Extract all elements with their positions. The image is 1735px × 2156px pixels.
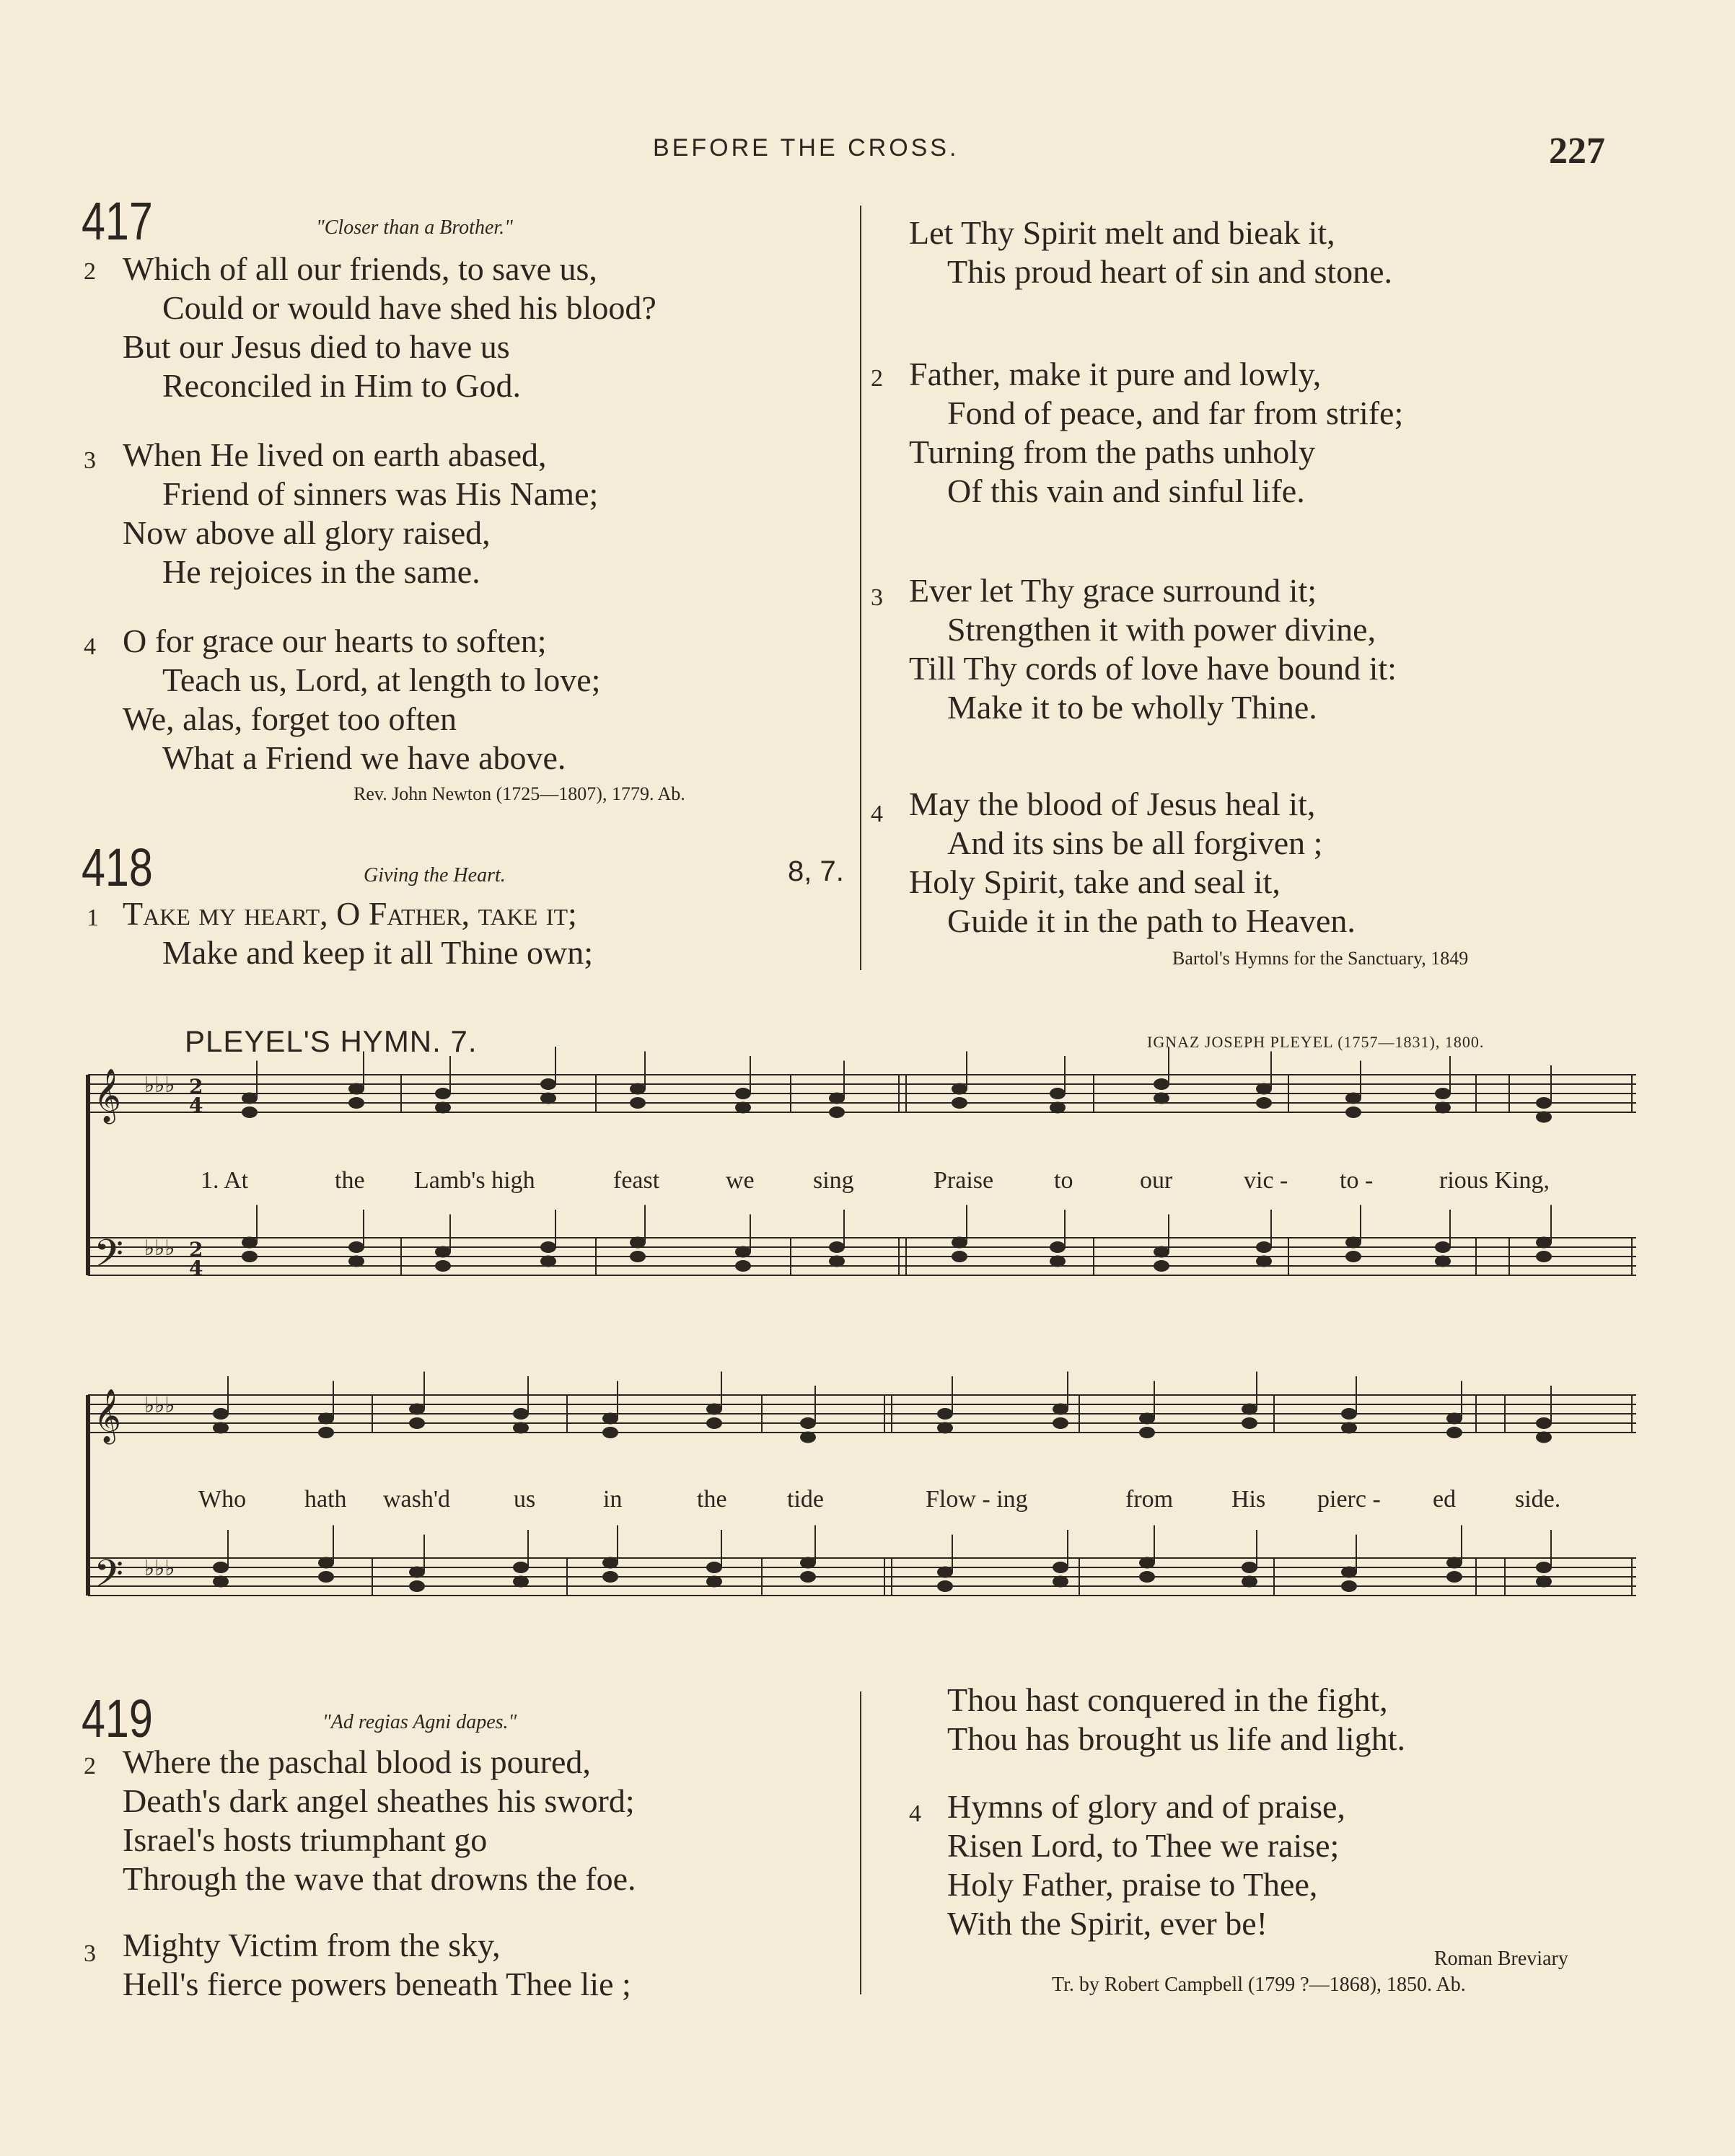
notehead <box>513 1576 529 1588</box>
notehead <box>242 1251 258 1262</box>
bass-clef-icon: 𝄢 <box>94 1232 124 1285</box>
notehead <box>540 1241 556 1253</box>
lyric-syllable: to - <box>1340 1167 1374 1194</box>
notehead <box>630 1237 646 1249</box>
notehead <box>348 1241 364 1253</box>
notehead <box>1242 1576 1257 1588</box>
notehead <box>829 1256 845 1267</box>
notehead <box>318 1557 334 1569</box>
verse-number: 2 <box>871 365 883 392</box>
notehead <box>409 1417 425 1429</box>
verse-line: Israel's hosts triumphant go <box>123 1821 488 1858</box>
notehead <box>829 1106 845 1118</box>
hymn-419-source: Roman Breviary <box>1434 1948 1568 1970</box>
lyric-syllable: pierc - <box>1317 1486 1381 1513</box>
notehead <box>1446 1413 1462 1425</box>
notehead <box>735 1260 751 1272</box>
notehead <box>1256 1097 1272 1109</box>
lyric-syllable: feast <box>613 1167 660 1194</box>
notehead <box>318 1413 334 1425</box>
verse-line: Let Thy Spirit melt and bieak it, <box>909 214 1335 251</box>
notehead <box>242 1106 258 1118</box>
notehead <box>1435 1102 1451 1114</box>
verse-line: What a Friend we have above. <box>162 739 566 776</box>
verse-line: But our Jesus died to have us <box>123 328 510 365</box>
tune-name: PLEYEL'S HYMN. 7. <box>185 1024 478 1058</box>
verse-line: Of this vain and sinful life. <box>947 472 1305 509</box>
notehead <box>630 1097 646 1109</box>
notehead <box>937 1422 953 1434</box>
notehead <box>213 1408 229 1420</box>
bass-clef-icon: 𝄢 <box>94 1552 124 1606</box>
hymn-number-418: 418 <box>82 837 153 897</box>
notehead <box>706 1404 722 1415</box>
verse-line: Hell's fierce powers beneath Thee lie ; <box>123 1966 631 2002</box>
notehead <box>348 1256 364 1267</box>
notehead <box>1345 1106 1361 1118</box>
notehead <box>952 1251 967 1262</box>
notehead <box>540 1078 556 1090</box>
hymn-417-attribution: Rev. John Newton (1725—1807), 1779. Ab. <box>353 783 685 804</box>
key-signature-flats: ♭♭♭ <box>144 1393 175 1418</box>
notehead <box>1139 1571 1155 1583</box>
notehead <box>630 1083 646 1095</box>
notehead <box>602 1557 618 1569</box>
notehead <box>1341 1422 1357 1434</box>
verse-line: When He lived on earth abased, <box>123 436 547 473</box>
notehead <box>1053 1576 1068 1588</box>
notehead <box>602 1571 618 1583</box>
verse-line: Take my heart, O Father, take it; <box>123 895 577 932</box>
verse-line: Risen Lord, to Thee we raise; <box>947 1827 1340 1864</box>
notehead <box>348 1097 364 1109</box>
notehead <box>1435 1241 1451 1253</box>
verse-number: 3 <box>84 447 96 474</box>
notehead <box>213 1576 229 1588</box>
notehead <box>1050 1241 1066 1253</box>
lyric-syllable: our <box>1140 1167 1173 1194</box>
time-signature-bottom: 4 <box>189 1094 203 1117</box>
lyric-syllable: ed <box>1433 1486 1457 1513</box>
lyric-syllable: Lamb's high <box>414 1167 535 1194</box>
lyric-syllable: Praise <box>934 1167 994 1194</box>
notehead <box>800 1432 816 1443</box>
notehead <box>602 1413 618 1425</box>
notehead <box>1053 1417 1068 1429</box>
notehead <box>1536 1112 1552 1123</box>
notehead <box>1345 1237 1361 1249</box>
notehead <box>435 1246 451 1258</box>
verse-line: Father, make it pure and lowly, <box>909 356 1322 392</box>
notehead <box>435 1088 451 1099</box>
notehead <box>540 1256 556 1267</box>
verse-line: Now above all glory raised, <box>123 514 491 551</box>
lyric-syllable: hath <box>304 1486 347 1513</box>
verse-line: This proud heart of sin and stone. <box>947 253 1393 290</box>
verse-line: Friend of sinners was His Name; <box>162 475 599 512</box>
verse-line: Hymns of glory and of praise, <box>947 1788 1345 1825</box>
lyric-syllable: from <box>1125 1486 1174 1513</box>
verse-line: With the Spirit, ever be! <box>947 1905 1268 1942</box>
verse-number: 4 <box>909 1800 921 1827</box>
verse-line: Make and keep it all Thine own; <box>162 934 593 971</box>
verse-line: Through the wave that drowns the foe. <box>123 1860 636 1897</box>
verse-line: Till Thy cords of love have bound it: <box>909 650 1397 687</box>
notehead <box>630 1251 646 1262</box>
verse-line: Reconciled in Him to God. <box>162 367 521 404</box>
verse-number: 3 <box>84 1940 96 1967</box>
notehead <box>1345 1093 1361 1104</box>
notehead <box>1345 1251 1361 1262</box>
lyric-syllable: wash'd <box>383 1486 451 1513</box>
notehead <box>706 1562 722 1573</box>
treble-clef-icon: 𝄞 <box>94 1069 121 1122</box>
verse-line: Death's dark angel sheathes his sword; <box>123 1782 635 1819</box>
notehead <box>735 1102 751 1114</box>
notehead <box>1050 1102 1066 1114</box>
lyric-syllable: Flow - ing <box>926 1486 1028 1513</box>
verse-line: May the blood of Jesus heal it, <box>909 786 1316 822</box>
notehead <box>937 1408 953 1420</box>
verse-line: Mighty Victim from the sky, <box>123 1927 501 1963</box>
lyric-syllable: vic - <box>1244 1167 1288 1194</box>
notehead <box>1435 1088 1451 1099</box>
notehead <box>706 1417 722 1429</box>
verse-line: Guide it in the path to Heaven. <box>947 902 1356 939</box>
lyric-syllable: His <box>1231 1486 1266 1513</box>
notehead <box>1154 1078 1169 1090</box>
notehead <box>1053 1404 1068 1415</box>
notehead <box>1536 1417 1552 1429</box>
notehead <box>1446 1557 1462 1569</box>
hymn-number-417: 417 <box>82 191 153 251</box>
lyric-syllable: the <box>697 1486 727 1513</box>
lyric-syllable: sing <box>813 1167 854 1194</box>
notehead <box>1053 1562 1068 1573</box>
notehead <box>706 1576 722 1588</box>
notehead <box>800 1417 816 1429</box>
notehead <box>1139 1413 1155 1425</box>
verse-line: Teach us, Lord, at length to love; <box>162 661 601 698</box>
time-signature-bottom: 4 <box>189 1257 203 1280</box>
verse-line: Thou hast conquered in the fight, <box>947 1681 1388 1718</box>
lyric-syllable: Who <box>198 1486 247 1513</box>
verse-line: Fond of peace, and far from strife; <box>947 395 1404 431</box>
lyric-syllable: in <box>603 1486 623 1513</box>
notehead <box>513 1422 529 1434</box>
notehead <box>1536 1251 1552 1262</box>
notehead <box>1446 1571 1462 1583</box>
verse-line: Make it to be wholly Thine. <box>947 689 1317 726</box>
notehead <box>952 1097 967 1109</box>
notehead <box>937 1567 953 1578</box>
verse-line: Thou has brought us life and light. <box>947 1720 1405 1757</box>
notehead <box>1341 1408 1357 1420</box>
lyric-syllable: us <box>514 1486 536 1513</box>
verse-line: We, alas, forget too often <box>123 700 457 737</box>
lyric-syllable: 1. At <box>201 1167 249 1194</box>
notehead <box>1242 1417 1257 1429</box>
notehead <box>1154 1246 1169 1258</box>
notehead <box>1435 1256 1451 1267</box>
notehead <box>1536 1562 1552 1573</box>
hymn-418-epigraph: Giving the Heart. <box>364 864 506 886</box>
time-signature-top: 2 <box>189 1075 203 1099</box>
hymn-419-epigraph: "Ad regias Agni dapes." <box>322 1711 517 1733</box>
notehead <box>435 1260 451 1272</box>
notehead <box>829 1093 845 1104</box>
hymn-419-attribution: Tr. by Robert Campbell (1799 ?—1868), 1850. Ab. <box>1052 1974 1466 1996</box>
notehead <box>242 1237 258 1249</box>
verse-line: Strengthen it with power divine, <box>947 611 1376 648</box>
notehead <box>735 1088 751 1099</box>
treble-clef-icon: 𝄞 <box>94 1389 121 1443</box>
notehead <box>513 1562 529 1573</box>
notehead <box>1256 1256 1272 1267</box>
notehead <box>213 1562 229 1573</box>
notehead <box>1154 1093 1169 1104</box>
hymn-418-meter: 8, 7. <box>788 855 844 887</box>
notehead <box>348 1083 364 1095</box>
lyric-syllable: to <box>1054 1167 1073 1194</box>
notehead <box>1050 1256 1066 1267</box>
notehead <box>1536 1097 1552 1109</box>
verse-number: 2 <box>84 1753 96 1779</box>
verse-number: 3 <box>871 584 883 611</box>
key-signature-flats: ♭♭♭ <box>144 1556 175 1581</box>
notehead <box>409 1404 425 1415</box>
notehead <box>602 1427 618 1438</box>
notehead <box>1341 1580 1357 1592</box>
lyric-syllable: the <box>335 1167 365 1194</box>
lyric-syllable: rious King, <box>1439 1167 1550 1194</box>
verse-number: 4 <box>871 801 883 827</box>
notehead <box>1256 1241 1272 1253</box>
notehead <box>952 1237 967 1249</box>
key-signature-flats: ♭♭♭ <box>144 1073 175 1098</box>
tune-composer: IGNAZ JOSEPH PLEYEL (1757—1831), 1800. <box>1147 1033 1485 1051</box>
verse-number: 1 <box>87 905 99 931</box>
notehead <box>952 1083 967 1095</box>
notehead <box>409 1567 425 1578</box>
hymn-number-419: 419 <box>82 1689 153 1748</box>
time-signature-top: 2 <box>189 1238 203 1262</box>
notehead <box>435 1102 451 1114</box>
verse-line: Ever let Thy grace surround it; <box>909 572 1317 609</box>
notehead <box>937 1580 953 1592</box>
verse-number: 2 <box>84 258 96 285</box>
notehead <box>213 1422 229 1434</box>
notehead <box>540 1093 556 1104</box>
notehead <box>1341 1567 1357 1578</box>
hymn-418-attribution: Bartol's Hymns for the Sanctuary, 1849 <box>1172 948 1469 969</box>
lyric-syllable: side. <box>1515 1486 1561 1513</box>
notehead <box>1536 1576 1552 1588</box>
notehead <box>318 1571 334 1583</box>
notehead <box>1256 1083 1272 1095</box>
running-title: BEFORE THE CROSS. <box>653 134 959 162</box>
notehead <box>1536 1432 1552 1443</box>
notehead <box>1050 1088 1066 1099</box>
hymn-417-epigraph: "Closer than a Brother." <box>316 216 513 239</box>
notehead <box>800 1557 816 1569</box>
notehead <box>800 1571 816 1583</box>
verse-number: 4 <box>84 633 96 660</box>
notehead <box>829 1241 845 1253</box>
notehead <box>1242 1562 1257 1573</box>
notehead <box>735 1246 751 1258</box>
verse-line: Holy Spirit, take and seal it, <box>909 863 1281 900</box>
notehead <box>1446 1427 1462 1438</box>
notehead <box>1242 1404 1257 1415</box>
page-number: 227 <box>1549 131 1605 172</box>
verse-line: Turning from the paths unholy <box>909 434 1316 470</box>
lyric-syllable: tide <box>787 1486 824 1513</box>
verse-line: Which of all our friends, to save us, <box>123 250 597 287</box>
verse-line: Where the paschal blood is poured, <box>123 1743 591 1780</box>
notehead <box>1139 1427 1155 1438</box>
notehead <box>318 1427 334 1438</box>
notehead <box>242 1093 258 1104</box>
notehead <box>1154 1260 1169 1272</box>
verse-line: He rejoices in the same. <box>162 553 480 590</box>
lyric-syllable: we <box>726 1167 755 1194</box>
notehead <box>513 1408 529 1420</box>
notehead <box>1139 1557 1155 1569</box>
verse-line: Holy Father, praise to Thee, <box>947 1866 1318 1903</box>
key-signature-flats: ♭♭♭ <box>144 1236 175 1261</box>
notehead <box>1536 1237 1552 1249</box>
verse-line: O for grace our hearts to soften; <box>123 622 547 659</box>
verse-line: And its sins be all forgiven ; <box>947 824 1323 861</box>
notehead <box>409 1580 425 1592</box>
verse-line: Could or would have shed his blood? <box>162 289 656 326</box>
